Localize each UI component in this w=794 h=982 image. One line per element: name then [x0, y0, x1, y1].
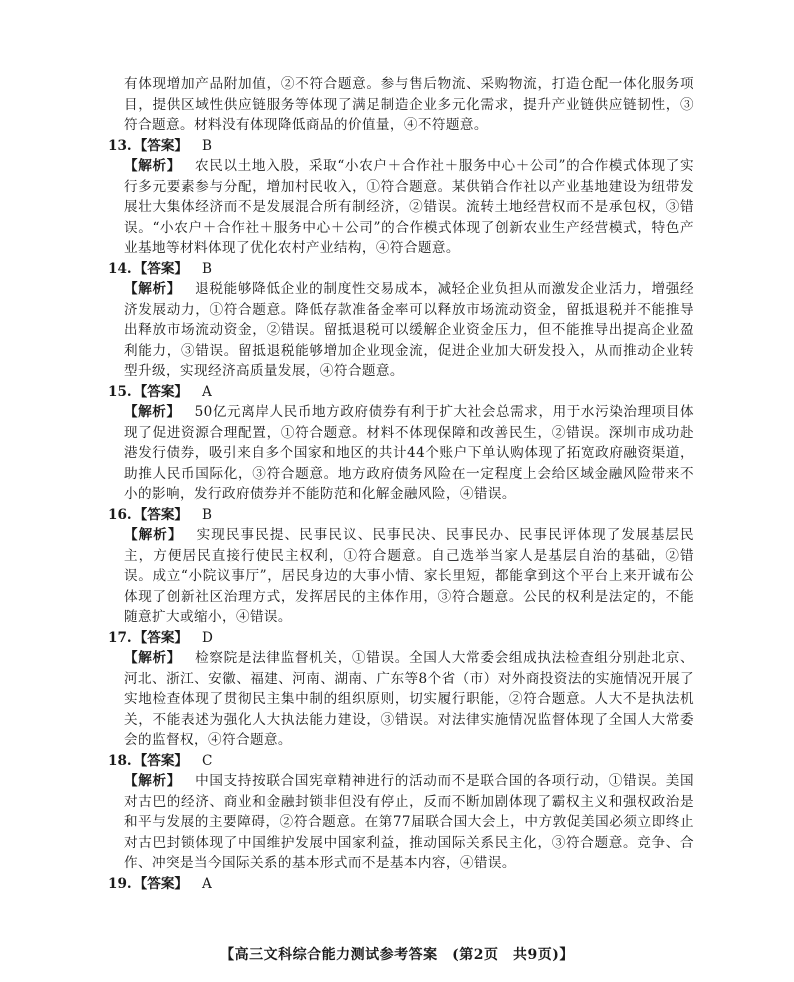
answer-label: 【答案】: [133, 137, 189, 154]
answer-value: B: [202, 506, 213, 523]
explanation-paragraph: [108, 279, 694, 382]
answer-value: A: [202, 875, 212, 892]
question-number: 19.: [108, 875, 132, 892]
explanation-paragraph: [108, 402, 694, 505]
question-number: 17.: [108, 629, 132, 646]
answer-value: B: [202, 260, 213, 277]
answer-line: [108, 382, 694, 403]
explanation-label: 【解析】: [124, 404, 181, 420]
explanation-text: 50亿元离岸人民币地方政府债券有利于扩大社会总需求，用于水污染治理项目体现了促进资源合理配置，①符合题意。材料不体现保障和改善民生，②错误。深圳市成功赴港发行债券，吸引来自多个国家和地区的共计44个账户下单认购体现了拓宽政府融资渠道，助推人民币国际化，③符合题意。地方政府债务风险在一定程度上会给区域金融风险带来不小的影响，发行政府债券并不能防范和化解金融风险，④错误。: [124, 404, 694, 502]
explanation-label: 【解析】: [124, 650, 182, 666]
explanation-text: 实现民事民提、民事民议、民事民决、民事民办、民事民评体现了发展基层民主，方便居民直接行使民主权利，①符合题意。自己选举当家人是基层自治的基础，②错误。成立“小院议事厅”，居民身边的大事小情、家长里短，都能拿到这个平台上来开诚布公体现了创新社区治理方式，发挥居民的主体作用，③符合题意。公民的权利是法定的，不能随意扩大或缩小，④错误。: [124, 527, 694, 625]
question-18: [108, 751, 694, 874]
answer-value: B: [202, 137, 213, 154]
page-footer: 【高三文科综合能力测试参考答案 (第2页 共9页)】: [220, 947, 574, 963]
question-16: [108, 505, 694, 628]
explanation-label: 【解析】: [124, 527, 183, 543]
question-14: [108, 259, 694, 382]
question-19: [108, 874, 694, 895]
answer-label: 【答案】: [133, 629, 189, 646]
explanation-label: 【解析】: [124, 281, 182, 297]
question-number: 13.: [108, 137, 132, 154]
question-17: [108, 628, 694, 751]
explanation-text: 中国支持按联合国宪章精神进行的活动而不是联合国的各项行动，①错误。美国对古巴的经济、商业和金融封锁非但没有停止，反而不断加剧体现了霸权主义和强权政治是和平与发展的主要障碍，②符合题意。在第77届联合国大会上，中方敦促美国必须立即终止对古巴封锁体现了中国维护发展中国家利益，推动国际关系民主化，③符合题意。竞争、合作、冲突是当今国际关系的基本形式而不是基本内容，④错误。: [124, 773, 694, 871]
answer-line: [108, 874, 694, 895]
answer-line: [108, 136, 694, 157]
answer-value: C: [202, 752, 213, 769]
explanation-paragraph: [108, 771, 694, 874]
answer-value: A: [202, 383, 212, 400]
question-number: 16.: [108, 506, 132, 523]
explanation-text: 检察院是法律监督机关，①错误。全国人大常委会组成执法检查组分别赴北京、河北、浙江、安徽、福建、河南、湖南、广东等8个省（市）对外商投资法的实施情况开展了实地检查体现了贯彻民主集中制的组织原则，切实履行职能，②符合题意。人大不是执法机关，不能表述为强化人大执法能力建设，③错误。对法律实施情况监督体现了全国人大常委会的监督权，④符合题意。: [124, 650, 694, 748]
answer-label: 【答案】: [133, 383, 189, 400]
answer-content: [108, 74, 694, 894]
explanation-label: 【解析】: [124, 158, 181, 174]
answer-line: [108, 505, 694, 526]
answer-label: 【答案】: [133, 260, 189, 277]
question-15: [108, 382, 694, 505]
explanation-text: 退税能够降低企业的制度性交易成本，减轻企业负担从而激发企业活力，增强经济发展动力，①符合题意。降低存款准备金率可以释放市场流动资金，留抵退税并不能推导出释放市场流动资金，②错误。留抵退税可以缓解企业资金压力，但不能推导出提高企业盈利能力，③错误。留抵退税能够增加企业现金流，促进企业加大研发投入，从而推动企业转型升级，实现经济高质量发展，④符合题意。: [124, 281, 694, 379]
explanation-text: 农民以土地入股，采取“小农户＋合作社＋服务中心＋公司”的合作模式体现了实行多元要素参与分配，增加村民收入，①符合题意。某供销合作社以产业基地建设为纽带发展壮大集体经济而不是发展混合所有制经济，②错误。流转土地经营权而不是承包权，③错误。“小农户＋合作社＋服务中心＋公司”的合作模式体现了创新农业生产经营模式，特色产业基地等材料体现了优化农村产业结构，④符合题意。: [124, 158, 694, 256]
explanation-paragraph: [108, 156, 694, 259]
answer-line: [108, 751, 694, 772]
answer-label: 【答案】: [133, 506, 189, 523]
question-13: [108, 136, 694, 259]
question-number: 18.: [108, 752, 132, 769]
answer-line: [108, 628, 694, 649]
explanation-label: 【解析】: [124, 773, 182, 789]
answer-line: [108, 259, 694, 280]
answer-value: D: [202, 629, 213, 646]
question-number: 14.: [108, 260, 132, 277]
intro-paragraph: 有体现增加产品附加值，②不符合题意。参与售后物流、采购物流，打造仓配一体化服务项目，提供区域性供应链服务等体现了满足制造企业多元化需求，提升产业链供应链韧性，③符合题意。材料没有体现降低商品的价值量，④不符题意。: [124, 76, 694, 133]
explanation-paragraph: [108, 525, 694, 628]
answer-label: 【答案】: [133, 752, 189, 769]
answer-label: 【答案】: [133, 875, 189, 892]
explanation-paragraph: [108, 648, 694, 751]
question-number: 15.: [108, 383, 132, 400]
